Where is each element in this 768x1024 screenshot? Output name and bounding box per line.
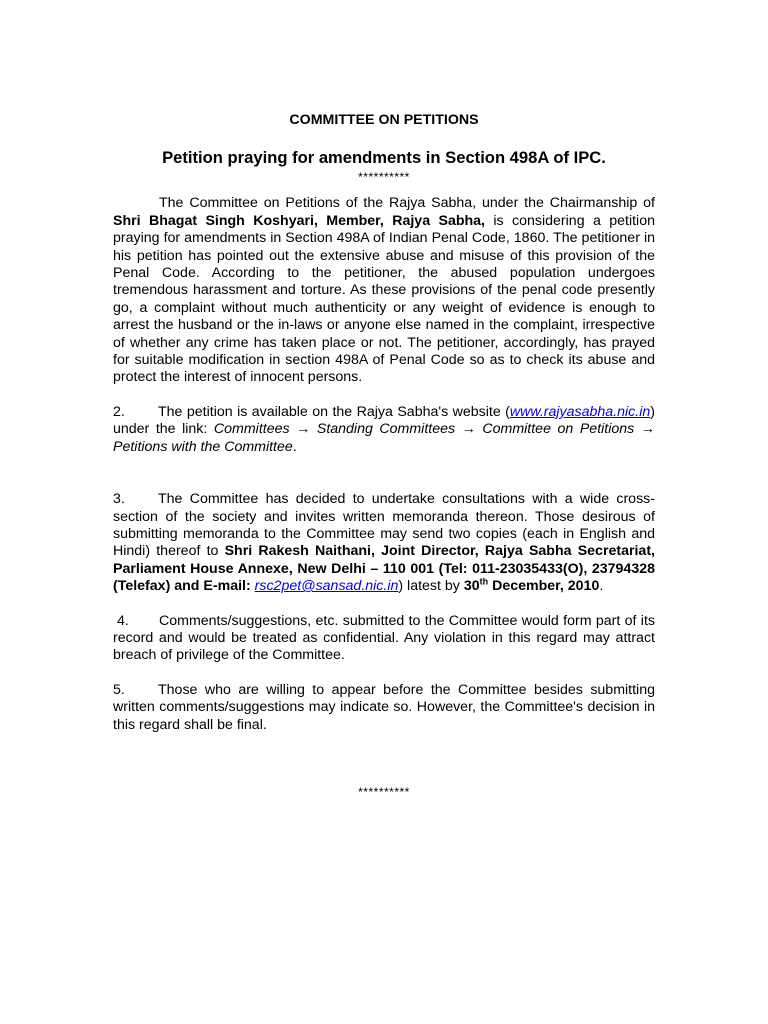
para2-text-1: The petition is available on the Rajya Sabha's website ( bbox=[158, 403, 510, 420]
para3-text-2: ) latest by bbox=[398, 578, 464, 595]
deadline-day: 30 bbox=[463, 578, 480, 595]
paragraph-2 bbox=[113, 404, 655, 456]
para2-text-3: . bbox=[292, 438, 297, 455]
separator-top: ********** bbox=[358, 170, 410, 185]
document-title: COMMITTEE ON PETITIONS bbox=[289, 112, 479, 128]
contact-address: Shri Rakesh Naithani, Joint Director, Rajya Sabha Secretariat, Parliament House Annexe, New Delhi – 110 001 (Tel: 011-23035433(O), 23794328 (Telefax) and E-mail: bbox=[113, 543, 655, 595]
email-link[interactable]: rsc2pet@sansad.nic.in bbox=[254, 578, 399, 595]
intro-text-2: is considering a petition praying for amendments in Section 498A of Indian Penal Code, 1860. The petitioner in his petition has pointed out the extensive abuse and misuse of this provision of the Penal Code. According to the petitioner, the abused population undergoes tremendous harassment and torture. As these provisions of the penal code presently go, a complaint without much authenticity or any weight of evidence is enough to arrest the husband or the in-laws or anyone else named in the complaint, irrespective of whether any crime has taken place or not. The petitioner, accordingly, has prayed for suitable modification in section 498A of Penal Code so as to check its abuse and protect the interest of innocent persons. bbox=[113, 212, 655, 386]
document-body bbox=[113, 112, 655, 799]
para2-text-2: ) under the link: bbox=[113, 403, 655, 438]
para4-text: Comments/suggestions, etc. submitted to the Committee would form part of its record and would be treated as confidential. Any violation in this regard may attract breach of privilege of the Committee. bbox=[113, 612, 655, 664]
paragraph-3 bbox=[113, 491, 655, 595]
website-link[interactable]: www.rajyasabha.nic.in bbox=[509, 403, 651, 420]
paragraph-4 bbox=[113, 613, 655, 665]
para3-text-3: . bbox=[599, 578, 604, 595]
chairman-name: Shri Bhagat Singh Koshyari, Member, Rajya Sabha, bbox=[113, 212, 485, 229]
deadline-suffix: th bbox=[479, 576, 489, 587]
paragraph-number: 4. bbox=[117, 612, 129, 629]
document-subtitle: Petition praying for amendments in Section 498A of IPC. bbox=[162, 148, 606, 168]
paragraph-number: 3. bbox=[113, 491, 125, 508]
deadline-month-year: December, 2010 bbox=[488, 578, 600, 595]
paragraph-5 bbox=[113, 682, 655, 734]
separator-bottom: ********** bbox=[358, 784, 410, 799]
paragraph-number: 5. bbox=[113, 681, 125, 698]
intro-text-1: The Committee on Petitions of the Rajya Sabha, under the Chairmanship of bbox=[159, 195, 655, 212]
paragraph-number: 2. bbox=[113, 403, 125, 420]
intro-paragraph bbox=[113, 195, 655, 386]
para5-text: Those who are willing to appear before the Committee besides submitting written comments/suggestions may indicate so. However, the Committee's decision in this regard shall be final. bbox=[113, 681, 655, 733]
navigation-path: Committees → Standing Committees → Committee on Petitions → Petitions with the Committee bbox=[113, 421, 655, 455]
para3-text-1: The Committee has decided to undertake consultations with a wide cross-section of the society and invites written memoranda thereon. Those desirous of submitting memoranda to the Committee may send two copies (each in English and Hindi) thereof to bbox=[113, 491, 655, 560]
